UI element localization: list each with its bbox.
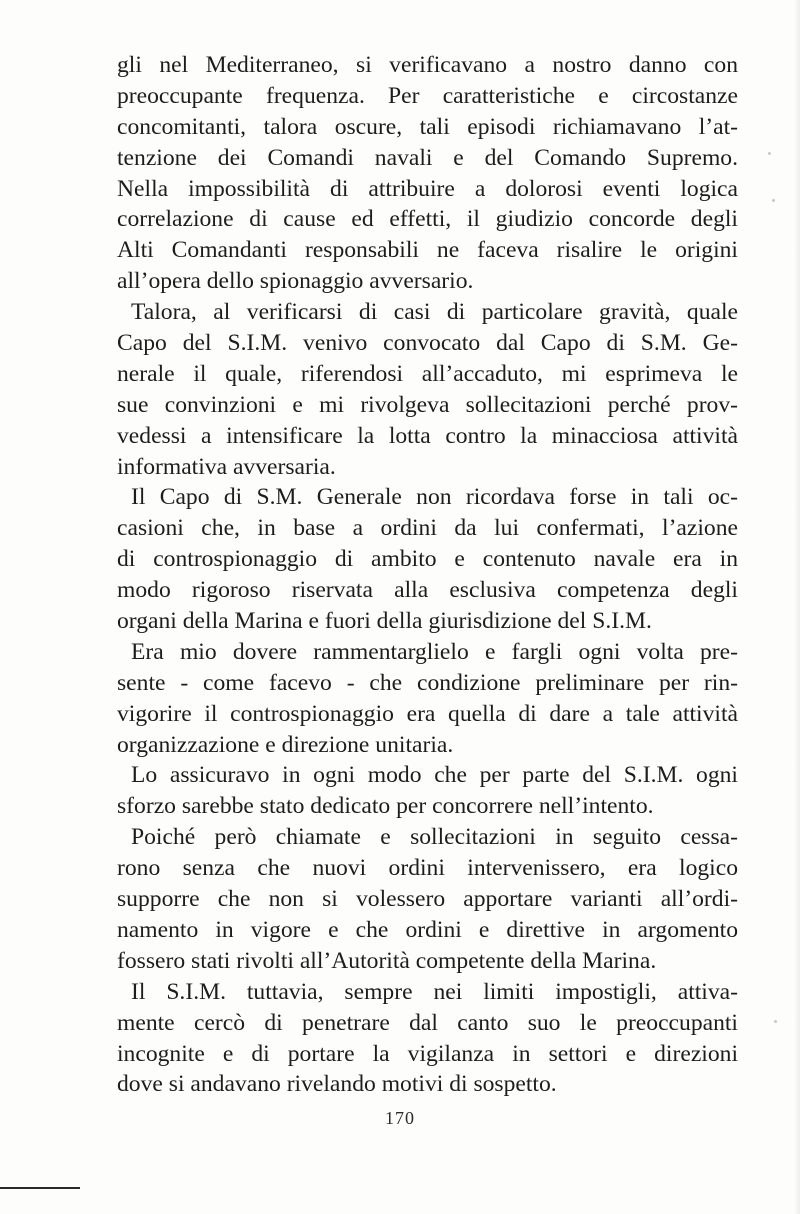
text-line: Lo assicuravo in ogni modo che per parte del S.I.M. ogni [131, 762, 738, 789]
text-line: Alti Comandanti responsabili ne faceva risalire le origini [117, 237, 738, 264]
paragraph [117, 822, 738, 976]
text-line: sente - come facevo - che condizione preliminare per rin- [117, 669, 738, 696]
scan-speck [774, 1020, 777, 1023]
page-number: 170 [385, 1108, 415, 1128]
text-line: organizzazione e direzione unitaria. [117, 731, 454, 758]
text-line: namento in vigore e che ordini e direttive in argomento [117, 916, 738, 943]
scan-speck [772, 199, 775, 202]
text-line: Capo del S.I.M. venivo convocato dal Capo di S.M. Ge- [117, 330, 738, 357]
text-line: Il Capo di S.M. Generale non ricordava forse in tali oc- [131, 484, 738, 511]
text-line: Il S.I.M. tuttavia, sempre nei limiti impostigli, attiva- [131, 978, 738, 1005]
paragraph [117, 482, 738, 636]
text-line: concomitanti, talora oscure, tali episodi richiamavano l’at- [117, 113, 738, 140]
paragraph [117, 637, 738, 761]
text-line: Nella impossibilità di attribuire a dolorosi eventi logica [117, 175, 738, 202]
text-line: Era mio dovere rammentarglielo e fargli ogni volta pre- [131, 638, 738, 665]
text-line: correlazione di cause ed effetti, il giudizio concorde degli [117, 206, 738, 233]
paragraph [117, 50, 738, 297]
text-line: gli nel Mediterraneo, si verificavano a nostro danno con [117, 52, 738, 78]
text-line: incognite e di portare la vigilanza in settori e direzioni [117, 1040, 738, 1067]
text-line: fossero stati rivolti all’Autorità competente della Marina. [117, 947, 657, 974]
text-line: mente cercò di penetrare dal canto suo le preoccupanti [117, 1009, 738, 1036]
text-line: sue convinzioni e mi rivolgeva sollecitazioni perché prov- [117, 391, 738, 418]
text-line: Talora, al verificarsi di casi di particolare gravità, quale [131, 299, 738, 326]
text-line: Poiché però chiamate e sollecitazioni in seguito cessa- [131, 824, 738, 851]
text-line: dove si andavano rivelando motivi di sospetto. [117, 1071, 557, 1098]
text-line: vigorire il controspionaggio era quella di dare a tale attività [117, 700, 738, 727]
text-line: di controspionaggio di ambito e contenuto navale era in [117, 546, 738, 573]
text-line: vedessi a intensificare la lotta contro la minacciosa attività [117, 422, 738, 449]
text-line: preoccupante frequenza. Per caratteristiche e circostanze [117, 82, 738, 109]
paragraph [117, 977, 738, 1101]
paragraph [117, 760, 738, 822]
text-line: rono senza che nuovi ordini intervenissero, era logico [117, 855, 738, 882]
scan-edge-mark [0, 1187, 80, 1189]
text-line: tenzione dei Comandi navali e del Comando Supremo. [117, 144, 738, 171]
body-text [117, 50, 738, 1100]
text-line: nerale il quale, riferendosi all’accaduto, mi esprimeva le [117, 360, 738, 387]
text-line: informativa avversaria. [117, 453, 336, 480]
text-line: sforzo sarebbe stato dedicato per concorrere nell’intento. [117, 793, 654, 820]
page-edge-shadow [794, 0, 800, 1214]
paragraph [117, 297, 738, 482]
text-line: supporre che non si volessero apportare varianti all’ordi- [117, 886, 738, 913]
text-line: all’opera dello spionaggio avversario. [117, 268, 474, 295]
text-line: organi della Marina e fuori della giurisdizione del S.I.M. [117, 608, 652, 635]
text-line: casioni che, in base a ordini da lui confermati, l’azione [117, 515, 738, 542]
scan-speck [768, 152, 771, 155]
text-line: modo rigoroso riservata alla esclusiva competenza degli [117, 577, 738, 604]
